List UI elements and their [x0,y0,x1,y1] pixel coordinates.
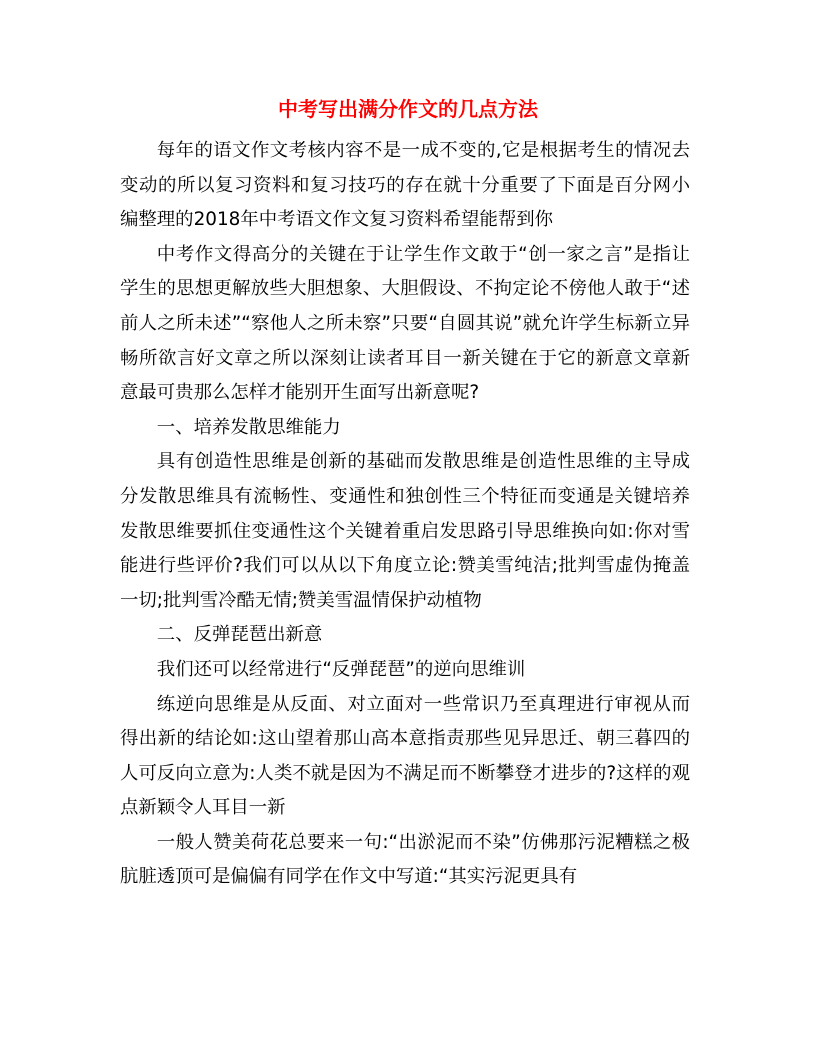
paragraph-reverse-thinking-intro: 我们还可以经常进行“反弹琵琶”的逆向思维训 [156,658,526,680]
document-title: 中考写出满分作文的几点方法 [278,97,538,121]
document-body [120,134,690,895]
paragraph-intro: 每年的语文作文考核内容不是一成不变的,它是根据考生的情况去变动的所以复习资料和复习技巧的存在就十分重要了下面是百分网小编整理的2018年中考语文作文复习资料希望能帮到你 [120,140,690,231]
paragraph-divergent-thinking: 具有创造性思维是创新的基础而发散思维是创造性思维的主导成分发散思维具有流畅性、变通性和独创性三个特征而变通是关键培养发散思维要抓住变通性这个关键着重启发思路引导思维换向如:你对雪能进行些评价?我们可以从以下角度立论:赞美雪纯洁;批判雪虚伪掩盖一切;批判雪冷酷无情;赞美雪温情保护动植物 [120,451,690,611]
section-heading-2: 二、反弹琵琶出新意 [156,624,323,646]
paragraph-key-point: 中考作文得高分的关键在于让学生作文敢于“创一家之言”是指让学生的思想更解放些大胆想象、大胆假设、不拘定论不傍他人敢于“述前人之所未述”“察他人之所未察”只要“自圆其说”就允许学生标新立异畅所欲言好文章之所以深刻让读者耳目一新关键在于它的新意文章新意最可贵那么怎样才能别开生面写出新意呢? [120,243,690,404]
paragraph-lotus-example: 一般人赞美荷花总要来一句:“出淤泥而不染”仿佛那污泥糟糕之极肮脏透顶可是偏偏有同学在作文中写道:“其实污泥更具有 [120,831,690,888]
paragraph-reverse-thinking: 练逆向思维是从反面、对立面对一些常识乃至真理进行审视从而得出新的结论如:这山望着那山高本意指责那些见异思迁、朝三暮四的人可反向立意为:人类不就是因为不满足而不断攀登才进步的?这样的观点新颖令人耳目一新 [120,693,690,819]
section-heading-1: 一、培养发散思维能力 [156,416,341,438]
